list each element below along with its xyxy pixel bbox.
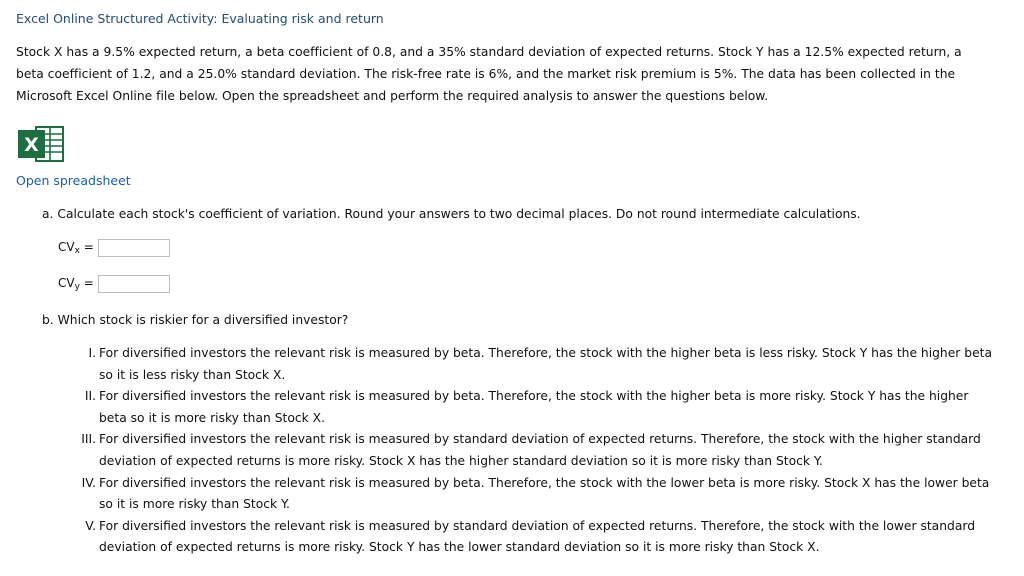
option-numeral: V. xyxy=(85,518,96,533)
option-iii[interactable] xyxy=(78,429,993,472)
option-numeral: II. xyxy=(84,389,96,404)
option-v[interactable] xyxy=(78,516,993,559)
cv-y-label-main: CV xyxy=(58,276,75,290)
option-text: For diversified investors the relevant risk is measured by beta. Therefore, the stock with the lower beta is more risky. Stock X has the lower beta so it is more risky than Stock Y. xyxy=(99,475,990,512)
cv-x-equals: = xyxy=(83,240,94,254)
option-i[interactable] xyxy=(78,343,993,386)
option-numeral: I. xyxy=(88,346,96,360)
excel-icon[interactable] xyxy=(16,124,66,164)
cv-y-equals: = xyxy=(83,276,94,290)
option-numeral: III. xyxy=(81,432,96,447)
cv-y-row xyxy=(58,274,170,294)
option-numeral: IV. xyxy=(81,475,96,490)
option-text: For diversified investors the relevant risk is measured by beta. Therefore, the stock with the higher beta is more risky. Stock Y has the higher beta so it is more risky than Stock X. xyxy=(99,389,969,425)
problem-statement: Stock X has a 9.5% expected return, a beta coefficient of 0.8, and a 35% standard deviation of expected returns. Stock Y has a 12.5% expected return, a beta coefficient of 1.2, and a 25.0% standard deviation. The risk-free rate is 6%, and the market risk premium is 5%. The data has been collected in the Microsoft Excel Online file below. Open the spreadsheet and perform the required analysis to answer the questions below. xyxy=(16,45,962,103)
cv-y-label xyxy=(58,276,98,292)
option-iv[interactable] xyxy=(78,473,993,516)
open-spreadsheet-link[interactable]: Open spreadsheet xyxy=(16,173,131,188)
option-ii[interactable] xyxy=(78,386,993,429)
question-b-text: b. Which stock is riskier for a diversified investor? xyxy=(42,313,349,327)
cv-x-label-main: CV xyxy=(58,240,75,254)
cv-x-label xyxy=(58,240,98,256)
option-text: For diversified investors the relevant risk is measured by standard deviation of expected returns. Therefore, the stock with the higher standard deviation of expected returns is more risky. Stock X has the higher standard deviation so it is more risky than Stock Y. xyxy=(99,432,981,468)
activity-title: Excel Online Structured Activity: Evaluating risk and return xyxy=(16,11,384,26)
option-text: For diversified investors the relevant risk is measured by beta. Therefore, the stock with the higher beta is less risky. Stock Y has the higher beta so it is less risky than Stock X. xyxy=(99,346,992,382)
excel-icon-letter: X xyxy=(24,134,39,156)
cv-x-row xyxy=(58,238,170,258)
question-a-text: a. Calculate each stock's coefficient of variation. Round your answers to two decimal places. Do not round intermediate calculations. xyxy=(42,207,861,221)
cv-x-label-sub: x xyxy=(74,246,80,256)
cv-y-label-sub: y xyxy=(74,282,80,292)
cv-y-input[interactable] xyxy=(98,275,170,293)
excel-icon-graphic xyxy=(16,124,66,164)
cv-x-input[interactable] xyxy=(98,239,170,257)
option-text: For diversified investors the relevant risk is measured by standard deviation of expected returns. Therefore, the stock with the lower standard deviation of expected returns is more risky. Stock Y has the lower standard deviation so it is more risky than Stock X. xyxy=(99,518,975,555)
question-b-options xyxy=(78,343,993,559)
